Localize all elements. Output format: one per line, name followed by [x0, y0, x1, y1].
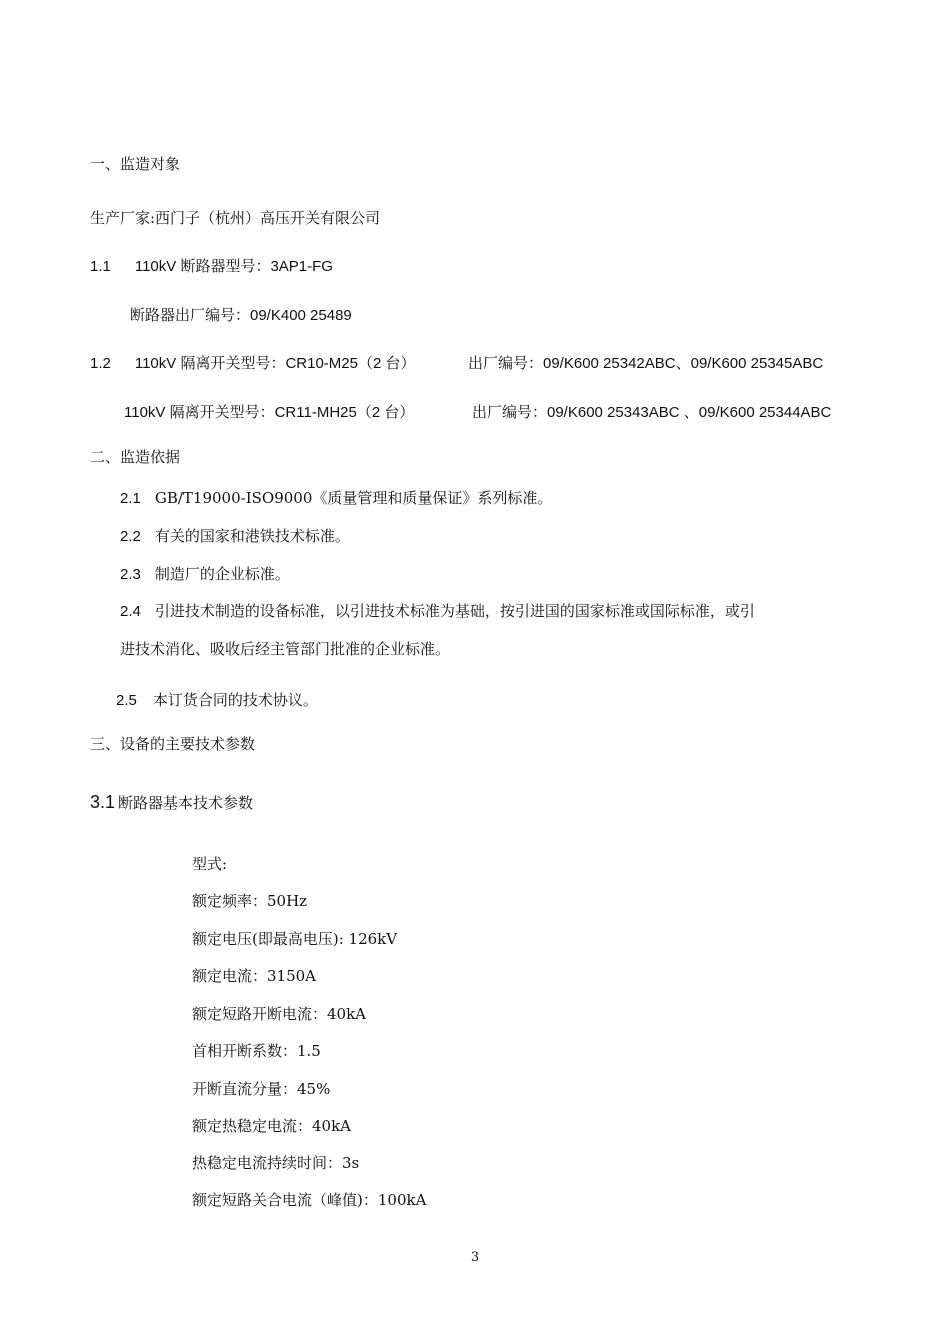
- basis-2-4-text-line2: 进技术消化、吸收后经主管部门批准的企业标准。: [120, 640, 451, 658]
- basis-2-2-text: 有关的国家和港铁技术标准。: [154, 527, 350, 545]
- param-rated-current: 额定电流：3150A: [192, 967, 317, 985]
- section-1-title: 一、监造对象: [90, 155, 181, 173]
- item-1-2b-serial: 出厂编号：09/K600 25343ABC 、09/K600 25344ABC: [472, 404, 832, 421]
- param-thermal-duration: 热稳定电流持续时间：3s: [192, 1154, 360, 1172]
- section-3-1-heading: [90, 792, 253, 813]
- basis-2-3-number: 2.3: [120, 566, 141, 583]
- item-1-1-serial: 断路器出厂编号：09/K400 25489: [130, 307, 352, 324]
- item-1-1-number: 1.1: [90, 258, 111, 275]
- param-dc-component: 开断直流分量：45%: [192, 1080, 331, 1098]
- basis-2-4-text-line1: 引进技术制造的设备标准，以引进技术标准为基础，按引进国的国家标准或国际标准，或引: [154, 602, 755, 620]
- item-1-2-text: 110kV 隔离开关型号：CR10-M25（2 台）: [134, 355, 416, 372]
- section-3-1-text: 断路器基本技术参数: [118, 794, 254, 812]
- basis-2-1: [120, 488, 552, 509]
- basis-2-4-number: 2.4: [120, 603, 141, 620]
- basis-2-1-text: GB/T19000-ISO9000《质量管理和质量保证》系列标准。: [154, 489, 553, 507]
- basis-2-3: [120, 564, 290, 585]
- manufacturer-line: 生产厂家:西门子（杭州）高压开关有限公司: [90, 209, 381, 227]
- section-3-1-number: 3.1: [90, 792, 116, 812]
- param-rated-voltage: 额定电压(即最高电压): 126kV: [192, 930, 398, 948]
- basis-2-1-number: 2.1: [120, 490, 141, 507]
- basis-2-2: [120, 526, 350, 547]
- basis-2-3-text: 制造厂的企业标准。: [154, 565, 290, 583]
- item-1-2b-text: 110kV 隔离开关型号：CR11-MH25（2 台）: [124, 404, 415, 421]
- param-thermal-current: 额定热稳定电流：40kA: [192, 1117, 352, 1135]
- param-making-current-peak: 额定短路关合电流（峰值)：100kA: [192, 1191, 427, 1209]
- item-1-1: [90, 257, 333, 277]
- item-1-1-text: 110kV 断路器型号：3AP1-FG: [134, 258, 333, 275]
- basis-2-2-number: 2.2: [120, 528, 141, 545]
- page-number: 3: [470, 1250, 480, 1265]
- param-short-circuit-breaking-current: 额定短路开断电流：40kA: [192, 1005, 367, 1023]
- basis-2-5-number: 2.5: [116, 692, 137, 709]
- item-1-2-number: 1.2: [90, 355, 111, 372]
- section-3-title: 三、设备的主要技术参数: [90, 735, 256, 753]
- item-1-2-serial: 出厂编号：09/K600 25342ABC、09/K600 25345ABC: [468, 355, 824, 372]
- param-type: 型式:: [192, 855, 228, 873]
- basis-2-5-text: 本订货合同的技术协议。: [152, 691, 318, 709]
- basis-2-5: [116, 690, 318, 711]
- param-first-pole-factor: 首相开断系数：1.5: [192, 1042, 321, 1060]
- item-1-2: [90, 354, 415, 374]
- section-2-title: 二、监造依据: [90, 448, 181, 466]
- param-rated-frequency: 额定频率：50Hz: [192, 892, 308, 910]
- basis-2-4: [120, 601, 755, 622]
